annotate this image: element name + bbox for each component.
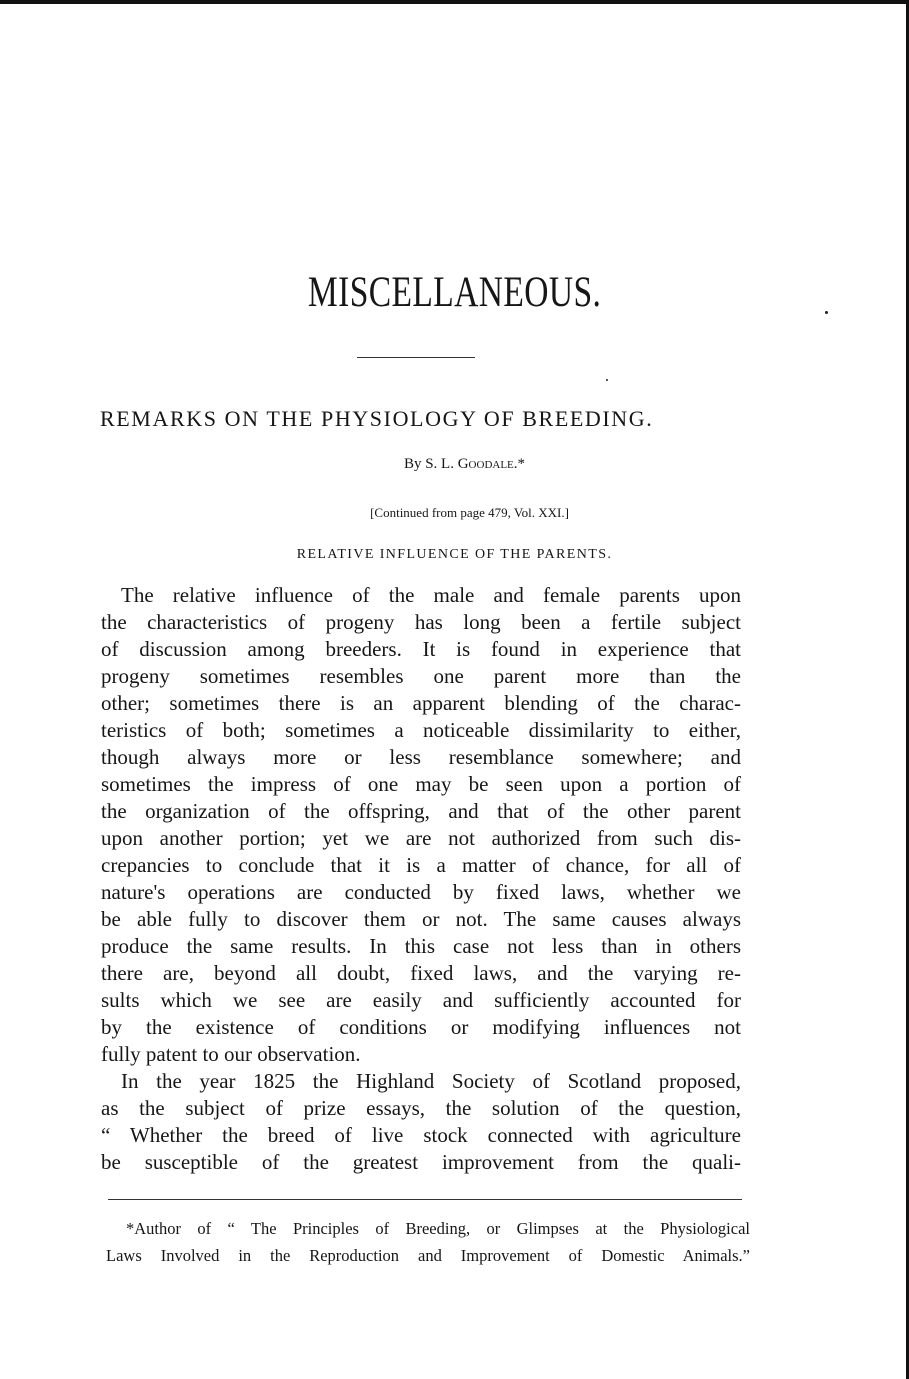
body-line: nature's operations are conducted by fixed laws, whether we	[101, 880, 741, 904]
body-line: as the subject of prize essays, the solution of the question,	[101, 1096, 741, 1120]
footnote-divider	[108, 1199, 742, 1200]
body-line: progeny sometimes resembles one parent more than the	[101, 664, 741, 688]
footnote-line: Laws Involved in the Reproduction and Improvement of Domestic Animals.”	[106, 1246, 750, 1265]
section-subheading: RELATIVE INFLUENCE OF THE PARENTS.	[296, 547, 613, 562]
body-line: teristics of both; sometimes a noticeable dissimilarity to either,	[101, 718, 741, 742]
body-line: by the existence of conditions or modifying influences not	[101, 1015, 741, 1039]
article-title: REMARKS ON THE PHYSIOLOGY OF BREEDING.	[100, 406, 654, 431]
byline-prefix: By	[403, 456, 426, 472]
body-line: be susceptible of the greatest improvement from the quali-	[101, 1150, 741, 1174]
continuation-note: [Continued from page 479, Vol. XXI.]	[370, 505, 569, 520]
section-title: MISCELLANEOUS.	[307, 269, 602, 316]
title-divider	[357, 357, 475, 358]
body-line: The relative influence of the male and female parents upon	[121, 583, 741, 607]
body-line: be able fully to discover them or not. The same causes always	[101, 907, 741, 931]
article-body	[101, 582, 741, 1176]
footnote-line: *Author of “ The Principles of Breeding, or Glimpses at the Physiological	[126, 1219, 750, 1238]
body-line: the organization of the offspring, and that of the other parent	[101, 799, 741, 823]
body-line: fully patent to our observation.	[101, 1042, 361, 1066]
body-line: produce the same results. In this case not less than in others	[101, 934, 741, 958]
body-line: crepancies to conclude that it is a matter of chance, for all of	[101, 853, 741, 877]
body-line: upon another portion; yet we are not authorized from such dis-	[101, 826, 741, 850]
body-line: other; sometimes there is an apparent blending of the charac-	[101, 691, 741, 715]
footnote	[106, 1215, 750, 1269]
body-line: sometimes the impress of one may be seen upon a portion of	[101, 772, 741, 796]
body-line: sults which we see are easily and sufficiently accounted for	[101, 988, 741, 1012]
body-line: In the year 1825 the Highland Society of Scotland proposed,	[121, 1069, 741, 1093]
body-line: though always more or less resemblance somewhere; and	[101, 745, 741, 769]
page-frame-top-edge	[0, 0, 909, 4]
ink-speck	[606, 379, 608, 381]
body-line: of discussion among breeders. It is found in experience that	[101, 637, 741, 661]
body-line: the characteristics of progeny has long been a fertile subject	[101, 610, 741, 634]
ink-speck	[825, 311, 828, 314]
author-name: S. L. Goodale.*	[425, 456, 526, 472]
body-line: “ Whether the breed of live stock connected with agriculture	[101, 1123, 741, 1147]
body-line: there are, beyond all doubt, fixed laws, and the varying re-	[101, 961, 741, 985]
byline	[0, 456, 909, 473]
